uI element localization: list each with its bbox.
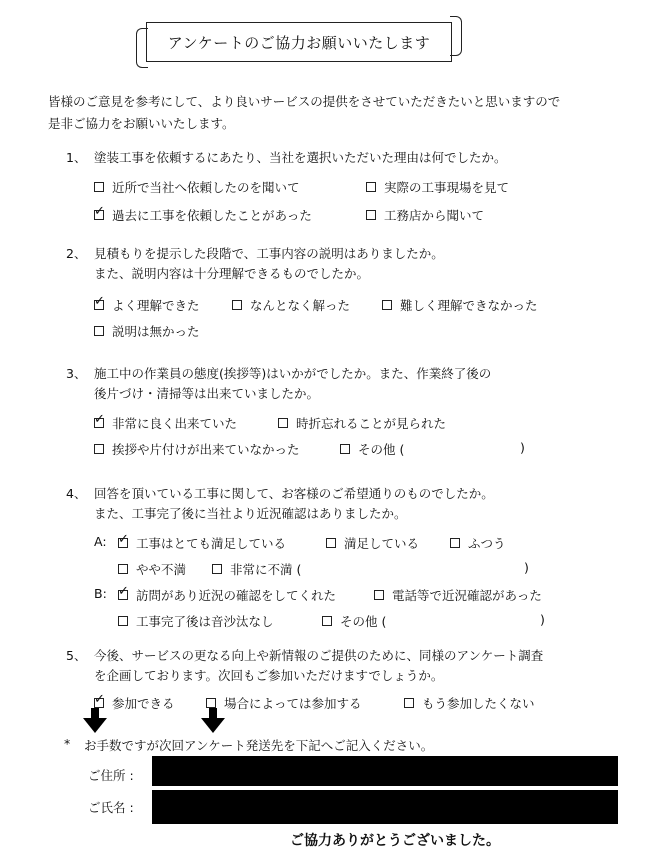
checkbox[interactable] (94, 182, 104, 192)
q1-option-3-label: 過去に工事を依頼したことがあった (112, 208, 312, 223)
q3-option-3-label: 挨拶や片付けが出来ていなかった (112, 442, 300, 457)
q1-option-2-label: 実際の工事現場を見て (384, 180, 510, 195)
q4-a-option-3-label: ふつう (468, 536, 506, 551)
q4-line-2: また、工事完了後に当社より近況確認はありましたか。 (94, 506, 407, 521)
q4-b-option-4-label: その他 ( (340, 614, 387, 629)
q2-line-2: また、説明内容は十分理解できるものでしたか。 (94, 266, 370, 281)
checkbox[interactable] (450, 538, 460, 548)
q3-option-4-label: その他 ( (358, 442, 405, 457)
checkbox-checked[interactable] (118, 538, 128, 548)
checkbox[interactable] (366, 210, 376, 220)
q4-b-option-2[interactable] (374, 586, 542, 604)
q4-b-option-3-label: 工事完了後は音沙汰なし (136, 614, 274, 629)
q2-option-1-label: よく理解できた (112, 298, 200, 313)
checkbox[interactable] (322, 616, 332, 626)
q3-option-2-label: 時折忘れることが見られた (296, 416, 447, 431)
survey-title-text: アンケートのご協力お願いいたします (167, 33, 431, 52)
q5-option-2-label: 場合によっては参加する (224, 696, 362, 711)
q4-a-option-3[interactable] (450, 534, 506, 552)
q4-line-1: 回答を頂いている工事に関して、お客様のご希望通りのものでしたか。 (94, 486, 494, 501)
checkbox-checked[interactable] (94, 210, 104, 220)
q4-b-option-2-label: 電話等で近況確認があった (392, 588, 542, 603)
checkbox[interactable] (94, 444, 104, 454)
q1-text: 塗装工事を依頼するにあたり、当社を選択いただいた理由は何でしたか。 (94, 150, 507, 165)
q2-option-4[interactable] (94, 322, 200, 340)
checkbox[interactable] (404, 698, 414, 708)
q4-a-option-2-label: 満足している (344, 536, 420, 551)
checkbox[interactable] (382, 300, 392, 310)
address-field-redacted[interactable] (152, 756, 618, 786)
q4-b-option-4[interactable] (322, 612, 386, 630)
q3-option-1-label: 非常に良く出来ていた (112, 416, 238, 431)
intro-line-1: 皆様のご意見を参考にして、より良いサービスの提供をさせていただきたいと思いますので (48, 94, 561, 109)
checkbox[interactable] (278, 418, 288, 428)
q2-option-2[interactable] (232, 296, 350, 314)
name-label: ご氏名 : (88, 800, 134, 815)
checkbox[interactable] (374, 590, 384, 600)
checkbox-checked[interactable] (118, 590, 128, 600)
checkbox[interactable] (94, 326, 104, 336)
q4-a-option-1-label: 工事はとても満足している (136, 536, 287, 551)
q2-option-4-label: 説明は無かった (112, 324, 200, 339)
checkbox-checked[interactable] (94, 418, 104, 428)
q5-line-2: を企画しております。次回もご参加いただけますでしょうか。 (94, 668, 444, 683)
checkbox[interactable] (340, 444, 350, 454)
q4-a-option-4-label: やや不満 (136, 562, 187, 577)
q1-option-2[interactable] (366, 178, 509, 196)
note-asterisk: * (64, 736, 71, 751)
checkbox[interactable] (232, 300, 242, 310)
q3-line-2: 後片づけ・清掃等は出来ていましたか。 (94, 386, 320, 401)
q4-b-label: B: (94, 586, 107, 601)
checkbox-checked[interactable] (94, 300, 104, 310)
q1-number: 1、 (66, 150, 87, 165)
q5-option-1-label: 参加できる (112, 696, 175, 711)
q4-b-close-paren: ) (540, 612, 545, 627)
q5-option-3[interactable] (404, 694, 535, 712)
q3-option-4[interactable] (340, 440, 404, 458)
closing-message: ご協力ありがとうございました。 (290, 833, 500, 849)
name-field-redacted[interactable] (152, 790, 618, 824)
q1-option-3[interactable] (94, 206, 312, 224)
q4-b-option-3[interactable] (118, 612, 274, 630)
down-arrow-icon (200, 708, 226, 734)
address-label: ご住所 : (88, 768, 134, 783)
intro-line-2: 是非ご協力をお願いいたします。 (48, 116, 235, 131)
q5-option-2[interactable] (206, 694, 362, 712)
q2-option-2-label: なんとなく解った (250, 298, 351, 313)
q1-option-4-label: 工務店から聞いて (384, 208, 485, 223)
q4-b-option-1[interactable] (118, 586, 336, 604)
q3-option-2[interactable] (278, 414, 446, 432)
checkbox[interactable] (366, 182, 376, 192)
checkbox[interactable] (326, 538, 336, 548)
q4-number: 4、 (66, 486, 87, 501)
note-text: お手数ですが次回アンケート発送先を下記へご記入ください。 (84, 738, 434, 753)
q2-option-3-label: 難しく理解できなかった (400, 298, 538, 313)
checkbox[interactable] (118, 616, 128, 626)
q4-a-option-2[interactable] (326, 534, 419, 552)
q4-b-option-1-label: 訪問があり近況の確認をしてくれた (136, 588, 337, 603)
checkbox[interactable] (212, 564, 222, 574)
q4-a-option-4[interactable] (118, 560, 186, 578)
down-arrow-icon (82, 708, 108, 734)
checkbox-checked[interactable] (94, 698, 104, 708)
q4-a-label: A: (94, 534, 107, 549)
q3-line-1: 施工中の作業員の態度(挨拶等)はいかがでしたか。また、作業終了後の (94, 366, 492, 381)
q5-number: 5、 (66, 648, 87, 663)
q3-option-3[interactable] (94, 440, 300, 458)
q2-line-1: 見積もりを提示した段階で、工事内容の説明はありましたか。 (94, 246, 444, 261)
checkbox[interactable] (118, 564, 128, 574)
q3-other-close-paren: ) (520, 440, 525, 455)
survey-title (146, 22, 452, 62)
q5-option-3-label: もう参加したくない (422, 696, 535, 711)
q4-a-option-1[interactable] (118, 534, 286, 552)
q2-option-3[interactable] (382, 296, 538, 314)
q3-option-1[interactable] (94, 414, 237, 432)
q3-number: 3、 (66, 366, 87, 381)
q2-option-1[interactable] (94, 296, 200, 314)
checkbox[interactable] (206, 698, 216, 708)
q4-a-close-paren: ) (524, 560, 529, 575)
q4-a-option-5[interactable] (212, 560, 301, 578)
q1-option-1-label: 近所で当社へ依頼したのを聞いて (112, 180, 300, 195)
q1-option-1[interactable] (94, 178, 300, 196)
q1-option-4[interactable] (366, 206, 484, 224)
q5-line-1: 今後、サービスの更なる向上や新情報のご提供のために、同様のアンケート調査 (94, 648, 544, 663)
q4-a-option-5-label: 非常に不満 ( (230, 562, 302, 577)
q2-number: 2、 (66, 246, 87, 261)
